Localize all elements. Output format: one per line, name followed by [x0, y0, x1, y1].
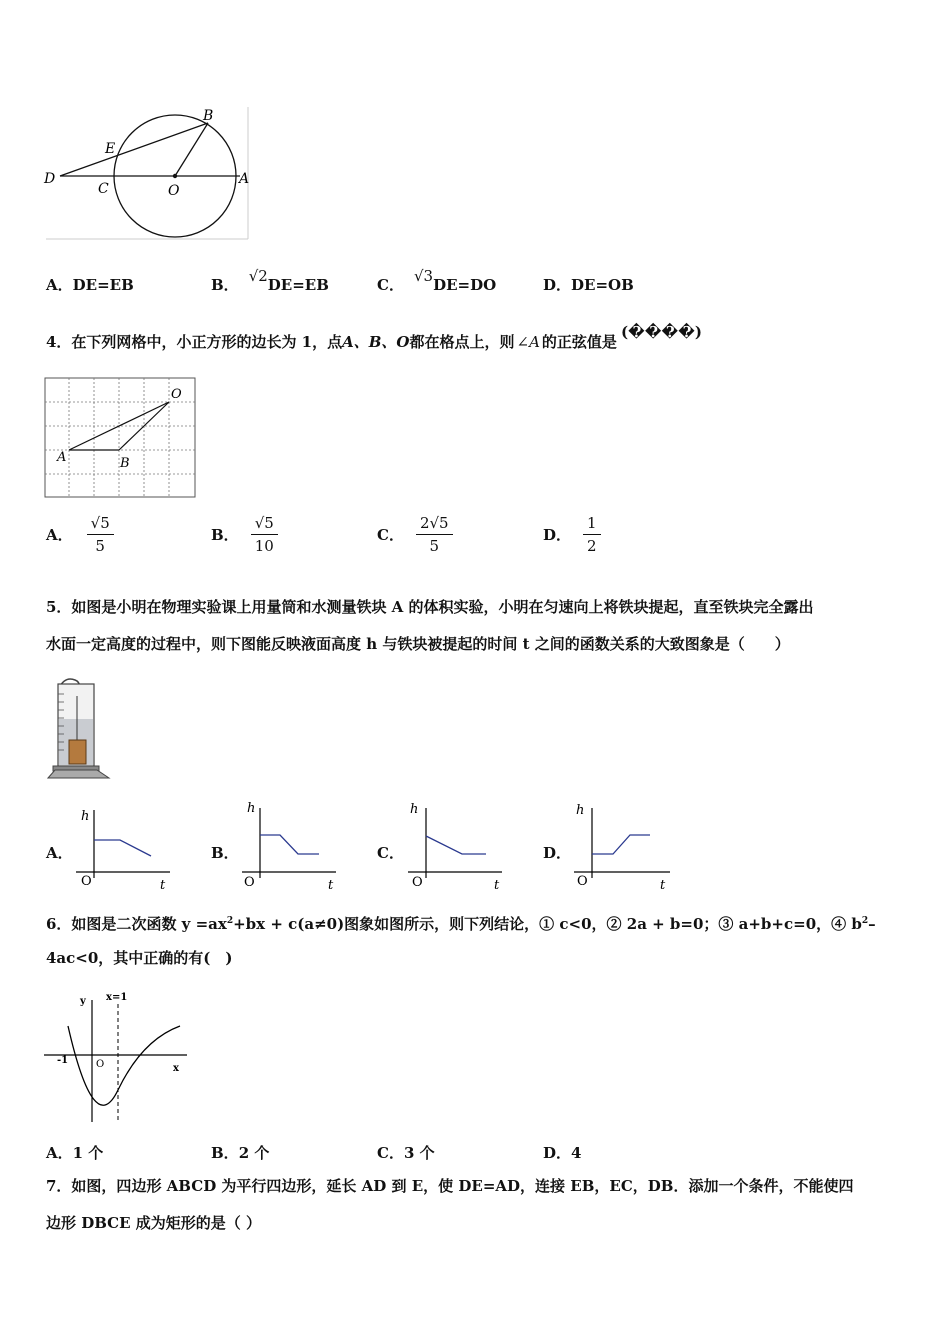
fraction-num: 1 — [583, 514, 601, 535]
axis-o: O — [412, 875, 423, 890]
q6-sup: 2 — [226, 916, 234, 926]
option-letter: A． — [46, 1144, 73, 1162]
option-letter: A． — [46, 526, 73, 544]
q4-stem-pre: 4．在下列网格中，小正方形的边长为 1，点 — [46, 333, 343, 351]
q6-option-c[interactable] — [377, 1142, 435, 1163]
q5-graph-c-svg — [406, 796, 506, 894]
label-x: x — [173, 1063, 179, 1074]
option-text: 4 — [571, 1144, 582, 1162]
label-o: O — [96, 1059, 105, 1070]
graph-line — [426, 836, 486, 854]
center-point — [173, 174, 177, 178]
q4-option-d[interactable] — [543, 514, 601, 555]
axis-t: t — [494, 878, 500, 893]
q7-stem-line1: 7．如图，四边形 ABCD 为平行四边形，延长 AD 到 E，使 DE=AD，连接 EB，EC，DB．添加一个条件，不能使四 — [46, 1177, 854, 1195]
q6-parabola-figure — [42, 990, 192, 1125]
label-a: A — [239, 171, 250, 187]
q6-stem-line1 — [46, 911, 876, 934]
option-fraction — [583, 514, 601, 555]
graph-line — [592, 835, 650, 854]
q4-stem-tail: (����) — [620, 323, 702, 341]
option-letter: C． — [377, 1144, 404, 1162]
q5-option-c-graph[interactable] — [406, 796, 506, 894]
q6-stem-line2: 4ac<0，其中正确的有( ) — [46, 949, 233, 967]
option-letter: D． — [543, 1144, 572, 1162]
q4-option-c[interactable] — [377, 514, 453, 555]
q5-graph-a-svg — [74, 800, 174, 895]
q3-circle-figure — [40, 103, 255, 243]
option-text: DE=EB — [72, 276, 134, 294]
q3-option-b[interactable] — [211, 265, 329, 294]
label-b: B — [120, 456, 130, 471]
label-c: C — [98, 181, 109, 197]
option-letter: C． — [377, 276, 404, 294]
q4-grid-figure — [44, 377, 198, 499]
fraction-den: 10 — [254, 537, 274, 555]
option-letter: B． — [211, 1144, 239, 1162]
axis-t: t — [660, 878, 666, 893]
option-fraction — [251, 514, 278, 555]
q5-option-d-letter[interactable]: D． — [543, 844, 572, 862]
label-a: A — [57, 450, 67, 465]
q3-option-c[interactable] — [377, 265, 497, 294]
label-b: B — [203, 108, 214, 124]
q4-option-a[interactable] — [46, 514, 114, 555]
q3-circle-svg — [40, 103, 255, 243]
q5-stem-line2: 水面一定高度的过程中，则下图能反映液面高度 h 与铁块被提起的时间 t 之间的函数关系的大致图象是（ ） — [46, 635, 790, 653]
option-text: 3 个 — [403, 1144, 435, 1162]
axis-h: h — [576, 803, 585, 818]
q4-stem-post: 的正弦值是 — [541, 333, 617, 351]
fraction-num: 2√5 — [416, 514, 453, 535]
q5-option-b-letter[interactable]: B． — [211, 844, 239, 862]
q4-stem-points: A、B、O — [342, 333, 410, 351]
option-radical: √2 — [248, 267, 268, 285]
axis-o: O — [577, 874, 588, 889]
q5-graph-d-svg — [570, 796, 675, 894]
q5-option-b-graph[interactable] — [240, 796, 340, 894]
q5-graph-b-svg — [240, 796, 340, 894]
parabola-curve — [68, 1026, 180, 1105]
line-ob — [175, 123, 208, 176]
fraction-num: √5 — [87, 514, 114, 535]
option-letter: C． — [377, 526, 404, 544]
option-fraction — [416, 514, 453, 555]
label-o: O — [171, 387, 182, 402]
q3-option-d[interactable] — [543, 274, 634, 295]
fraction-num: √5 — [251, 514, 278, 535]
q5-option-a-graph[interactable] — [74, 800, 174, 895]
q5-option-d-graph[interactable] — [570, 796, 675, 894]
q4-stem-angle: ∠A — [516, 333, 540, 351]
option-text: DE=EB — [267, 276, 329, 294]
graph-line — [260, 835, 319, 854]
label-e: E — [105, 141, 116, 157]
axis-t: t — [160, 878, 166, 893]
q5-cylinder-figure — [45, 674, 115, 782]
option-letter: A． — [46, 276, 73, 294]
fraction-den: 5 — [95, 537, 105, 555]
label-o: O — [168, 183, 180, 199]
graph-line — [94, 840, 151, 856]
q6-option-b[interactable] — [211, 1142, 269, 1163]
q6-sup-b: 2 — [861, 916, 869, 926]
label-d: D — [44, 171, 56, 187]
q6-stem-post: – — [868, 915, 876, 933]
option-text: 1 个 — [72, 1144, 104, 1162]
option-letter: B． — [211, 526, 239, 544]
q6-option-d[interactable] — [543, 1142, 581, 1163]
q6-parabola-svg — [42, 990, 192, 1125]
option-letter: D． — [543, 276, 572, 294]
q4-stem — [46, 323, 702, 352]
q5-option-a-letter[interactable]: A． — [46, 844, 73, 862]
option-letter: D． — [543, 526, 572, 544]
q5-option-c-letter[interactable]: C． — [377, 844, 404, 862]
option-fraction — [87, 514, 114, 555]
fraction-den: 2 — [587, 537, 597, 555]
q3-option-a[interactable] — [46, 274, 134, 295]
axis-h: h — [81, 809, 90, 824]
label-x1: x=1 — [106, 992, 128, 1003]
label-y: y — [80, 996, 86, 1007]
option-text: DE=DO — [433, 276, 497, 294]
q6-stem-mid: +bx + c(a≠0)图象如图所示，则下列结论，① c<0，② 2a + b=0；③ a+b+c=0，④ b — [233, 915, 862, 933]
q5-cylinder-svg — [45, 674, 115, 782]
q6-option-a[interactable] — [46, 1142, 103, 1163]
option-text: DE=OB — [571, 276, 634, 294]
q5-stem-line1: 5．如图是小明在物理实验课上用量筒和水测量铁块 A 的体积实验，小明在匀速向上将铁块提起，直至铁块完全露出 — [46, 598, 814, 616]
axis-t: t — [328, 878, 334, 893]
q4-grid-svg — [44, 377, 198, 499]
axis-o: O — [244, 875, 255, 890]
option-letter: B． — [211, 276, 239, 294]
option-radical: √3 — [413, 267, 434, 285]
q4-stem-mid: 都在格点上，则 — [409, 333, 515, 351]
fraction-den: 5 — [429, 537, 440, 555]
axis-o: O — [81, 874, 92, 889]
q4-option-b[interactable] — [211, 514, 278, 555]
label-neg1: -1 — [57, 1055, 69, 1066]
axis-h: h — [247, 801, 256, 816]
q6-stem-pre: 6．如图是二次函数 y =ax — [46, 915, 227, 933]
option-text: 2 个 — [238, 1144, 270, 1162]
axis-h: h — [410, 802, 419, 817]
q7-stem-line2: 边形 DBCE 成为矩形的是（ ） — [46, 1214, 262, 1232]
